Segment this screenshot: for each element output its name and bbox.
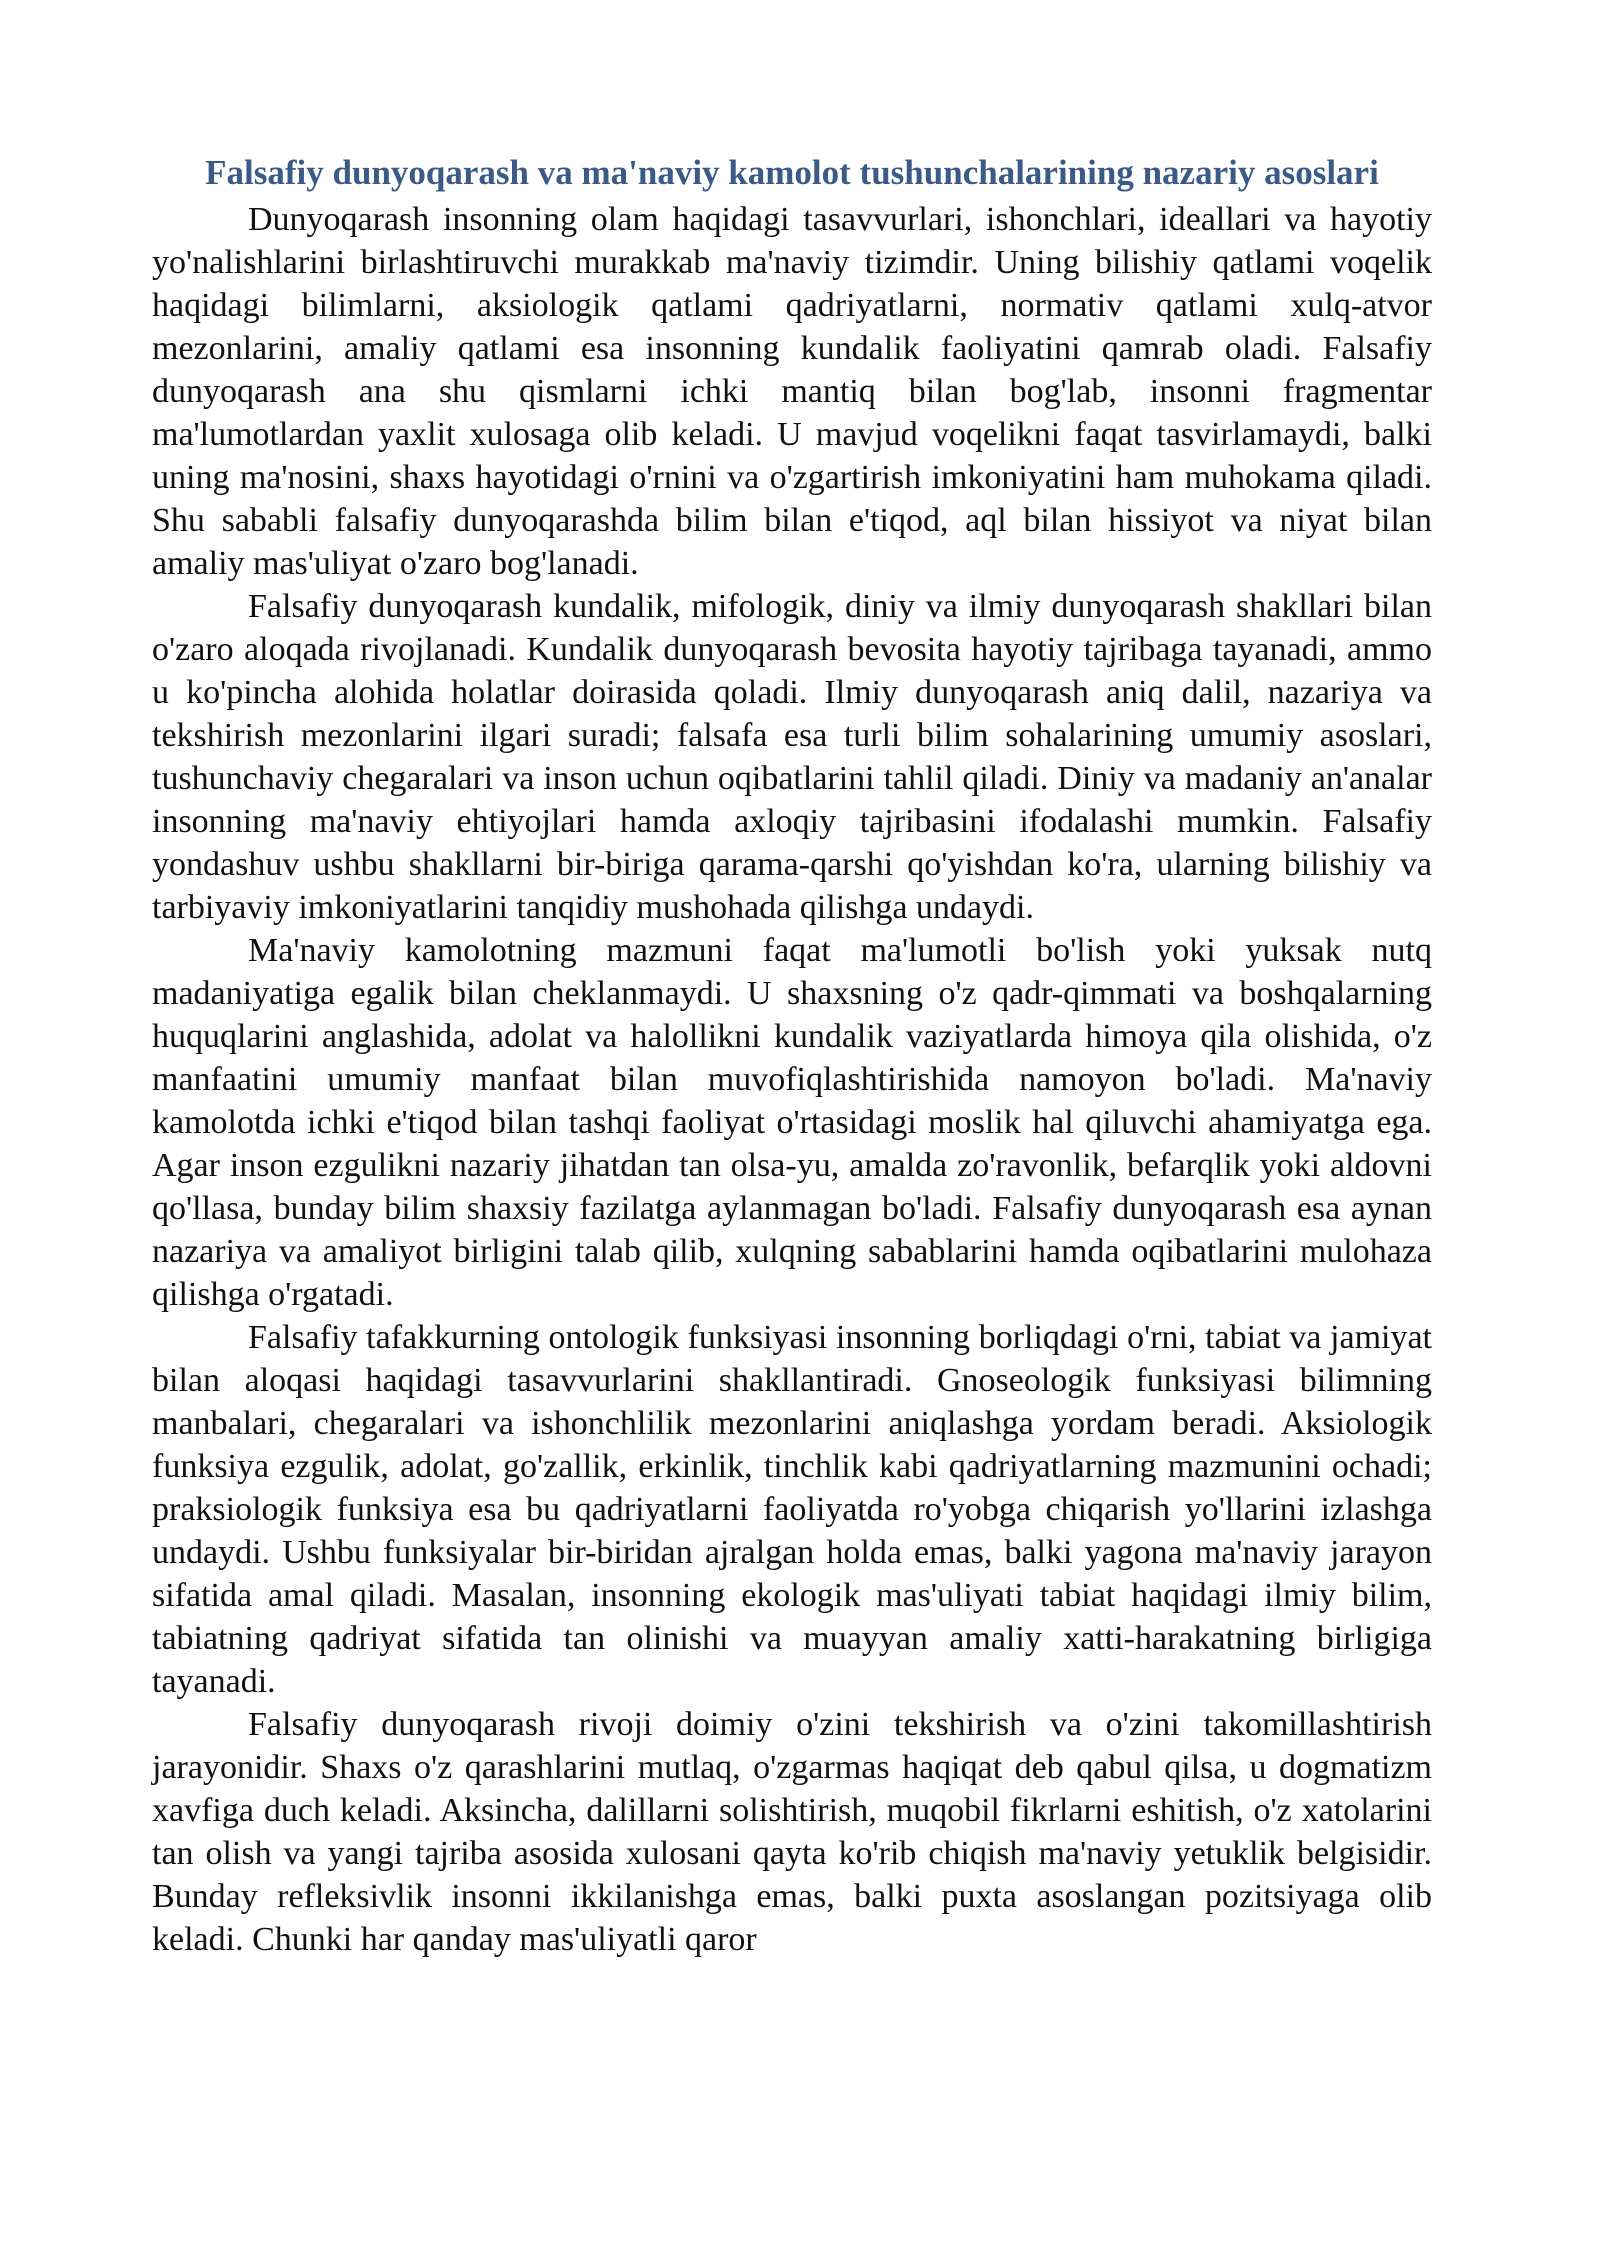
paragraph-3: Ma'naviy kamolotning mazmuni faqat ma'lumotli bo'lish yoki yuksak nutq madaniyatiga egalik bilan cheklanmaydi. U shaxsning o'z qadr-qimmati va boshqalarning huquqlarini anglashida, adolat va halollikni kundalik vaziyatlarda himoya qila olishida, o'z manfaatini umumiy manfaat bilan muvofiqlashtirishida namoyon bo'ladi. Ma'naviy kamolotda ichki e'tiqod bilan tashqi faoliyat o'rtasidagi moslik hal qiluvchi ahamiyatga ega. Agar inson ezgulikni nazariy jihatdan tan olsa-yu, amalda zo'ravonlik, befarqlik yoki aldovni qo'llasa, bunday bilim shaxsiy fazilatga aylanmagan bo'ladi. Falsafiy dunyoqarash esa aynan nazariya va amaliyot birligini talab qilib, xulqning sabablarini hamda oqibatlarini mulohaza qilishga o'rgatadi. bbox=[152, 932, 1432, 1313]
document-page bbox=[152, 148, 1432, 1961]
document-title: Falsafiy dunyoqarash va ma'naviy kamolot tushunchalarining nazariy asoslari bbox=[205, 153, 1379, 192]
paragraph-4: Falsafiy tafakkurning ontologik funksiyasi insonning borliqdagi o'rni, tabiat va jamiyat bilan aloqasi haqidagi tasavvurlarini shakllantiradi. Gnoseologik funksiyasi bilimning manbalari, chegaralari va ishonchlilik mezonlarini aniqlashga yordam beradi. Aksiologik funksiya ezgulik, adolat, go'zallik, erkinlik, tinchlik kabi qadriyatlarning mazmunini ochadi; praksiologik funksiya esa bu qadriyatlarni faoliyatda ro'yobga chiqarish yo'llarini izlashga undaydi. Ushbu funksiyalar bir-biridan ajralgan holda emas, balki yagona ma'naviy jarayon sifatida amal qiladi. Masalan, insonning ekologik mas'uliyati tabiat haqidagi ilmiy bilim, tabiatning qadriyat sifatida tan olinishi va muayyan amaliy xatti-harakatning birligiga tayanadi. bbox=[152, 1319, 1432, 1700]
paragraph-2: Falsafiy dunyoqarash kundalik, mifologik, diniy va ilmiy dunyoqarash shakllari bilan o'zaro aloqada rivojlanadi. Kundalik dunyoqarash bevosita hayotiy tajribaga tayanadi, ammo u ko'pincha alohida holatlar doirasida qoladi. Ilmiy dunyoqarash aniq dalil, nazariya va tekshirish mezonlarini ilgari suradi; falsafa esa turli bilim sohalarining umumiy asoslari, tushunchaviy chegaralari va inson uchun oqibatlarini tahlil qiladi. Diniy va madaniy an'analar insonning ma'naviy ehtiyojlari hamda axloqiy tajribasini ifodalashi mumkin. Falsafiy yondashuv ushbu shakllarni bir-biriga qarama-qarshi qo'yishdan ko'ra, ularning bilishiy va tarbiyaviy imkoniyatlarini tanqidiy mushohada qilishga undaydi. bbox=[152, 588, 1432, 926]
paragraph-5: Falsafiy dunyoqarash rivoji doimiy o'zini tekshirish va o'zini takomillashtirish jarayonidir. Shaxs o'z qarashlarini mutlaq, o'zgarmas haqiqat deb qabul qilsa, u dogmatizm xavfiga duch keladi. Aksincha, dalillarni solishtirish, muqobil fikrlarni eshitish, o'z xatolarini tan olish va yangi tajriba asosida xulosani qayta ko'rib chiqish ma'naviy yetuklik belgisidir. Bunday refleksivlik insonni ikkilanishga emas, balki puxta asoslangan pozitsiyaga olib keladi. Chunki har qanday mas'uliyatli qaror bbox=[152, 1706, 1432, 1958]
paragraph-1: Dunyoqarash insonning olam haqidagi tasavvurlari, ishonchlari, ideallari va hayotiy yo'nalishlarini birlashtiruvchi murakkab ma'naviy tizimdir. Uning bilishiy qatlami voqelik haqidagi bilimlarni, aksiologik qatlami qadriyatlarni, normativ qatlami xulq-atvor mezonlarini, amaliy qatlami esa insonning kundalik faoliyatini qamrab oladi. Falsafiy dunyoqarash ana shu qismlarni ichki mantiq bilan bog'lab, insonni fragmentar ma'lumotlardan yaxlit xulosaga olib keladi. U mavjud voqelikni faqat tasvirlamaydi, balki uning ma'nosini, shaxs hayotidagi o'rnini va o'zgartirish imkoniyatini ham muhokama qiladi. Shu sababli falsafiy dunyoqarashda bilim bilan e'tiqod, aql bilan hissiyot va niyat bilan amaliy mas'uliyat o'zaro bog'lanadi. bbox=[152, 201, 1432, 582]
